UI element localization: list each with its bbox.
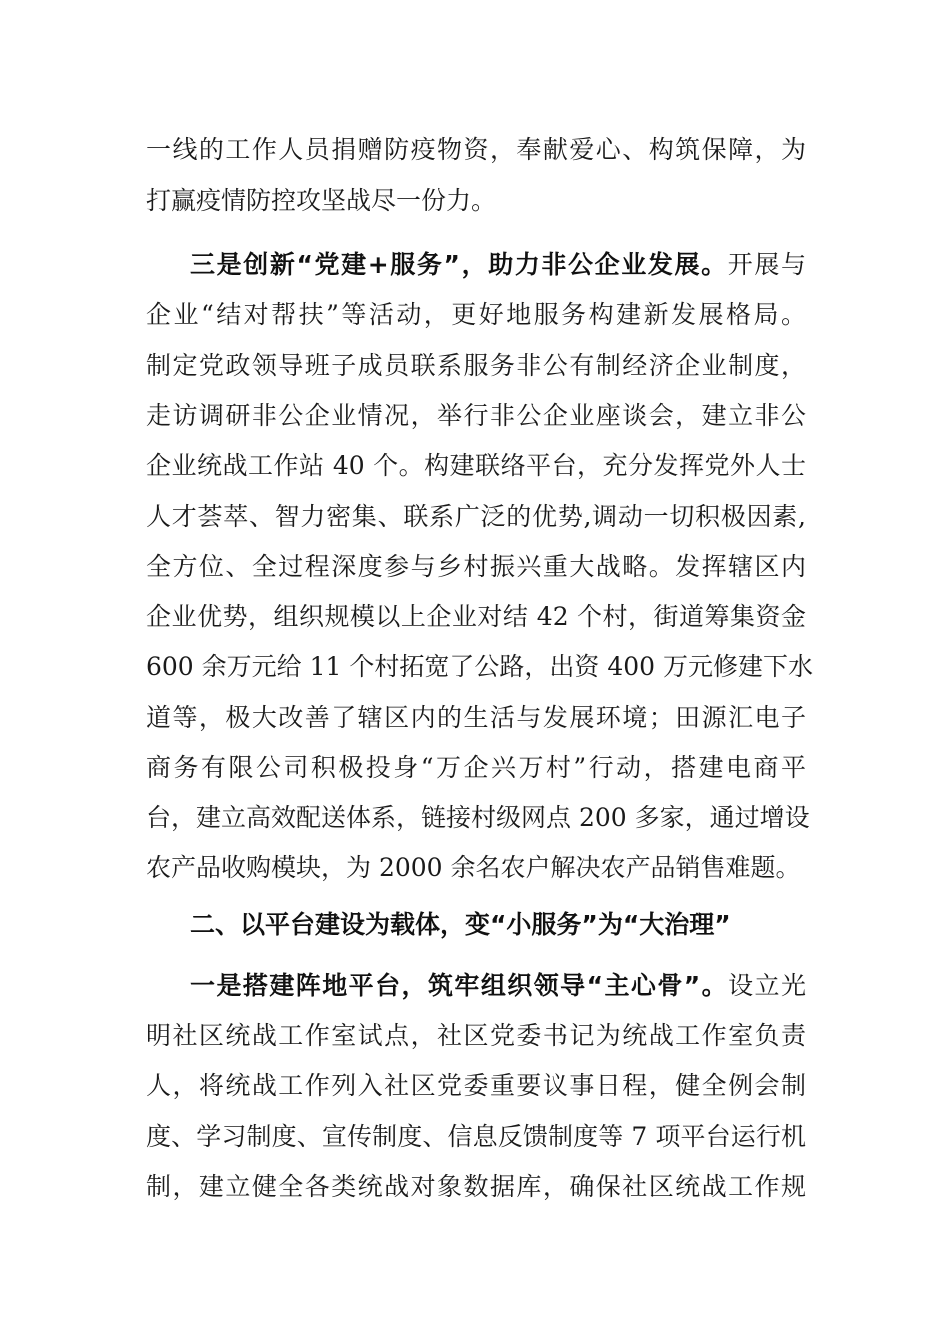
paragraph-line: 全方位、全过程深度参与乡村振兴重大战略。发挥辖区内 xyxy=(146,552,806,581)
paragraph-heading: 一是搭建阵地平台，筑牢组织领导“主心骨”。 xyxy=(190,971,729,1000)
paragraph-line: 企业统战工作站 40 个。构建联络平台，充分发挥党外人士 xyxy=(146,451,806,480)
paragraph-line: 制，建立健全各类统战对象数据库，确保社区统战工作规 xyxy=(146,1172,806,1201)
paragraph-line: 企业“结对帮扶”等活动，更好地服务构建新发展格局。 xyxy=(146,300,806,329)
paragraph-heading-line xyxy=(190,966,806,1006)
section-heading: 二、以平台建设为载体，变“小服务”为“大治理” xyxy=(190,910,731,939)
paragraph-line: 人才荟萃、智力密集、联系广泛的优势,调动一切积极因素, xyxy=(146,502,806,531)
paragraph-text: 设立光 xyxy=(728,971,806,1000)
paragraph-line: 农产品收购模块，为 2000 余名农户解决农产品销售难题。 xyxy=(146,853,801,882)
paragraph-heading-line xyxy=(190,245,806,285)
paragraph-line: 商务有限公司积极投身“万企兴万村”行动，搭建电商平 xyxy=(146,753,806,782)
paragraph-line: 走访调研非公企业情况，举行非公企业座谈会，建立非公 xyxy=(146,401,806,430)
paragraph-line: 人，将统战工作列入社区党委重要议事日程，健全例会制 xyxy=(146,1071,806,1100)
paragraph-line: 道等，极大改善了辖区内的生活与发展环境；田源汇电子 xyxy=(146,703,806,732)
paragraph-line: 一线的工作人员捐赠防疫物资，奉献爱心、构筑保障，为 xyxy=(146,135,806,164)
paragraph-line: 度、学习制度、宣传制度、信息反馈制度等 7 项平台运行机 xyxy=(146,1122,806,1151)
paragraph-text: 开展与 xyxy=(727,250,806,279)
paragraph-line: 明社区统战工作室试点，社区党委书记为统战工作室负责 xyxy=(146,1021,806,1050)
paragraph-line: 制定党政领导班子成员联系服务非公有制经济企业制度， xyxy=(146,351,806,380)
paragraph-line: 企业优势，组织规模以上企业对结 42 个村，街道筹集资金 xyxy=(146,602,806,631)
paragraph-line: 600 余万元给 11 个村拓宽了公路，出资 400 万元修建下水 xyxy=(146,652,813,681)
paragraph-line: 打赢疫情防控攻坚战尽一份力。 xyxy=(146,186,497,215)
paragraph-line: 台，建立高效配送体系，链接村级网点 200 多家，通过增设 xyxy=(146,803,810,832)
paragraph-heading: 三是创新“党建+服务”，助力非公企业发展。 xyxy=(190,250,728,279)
